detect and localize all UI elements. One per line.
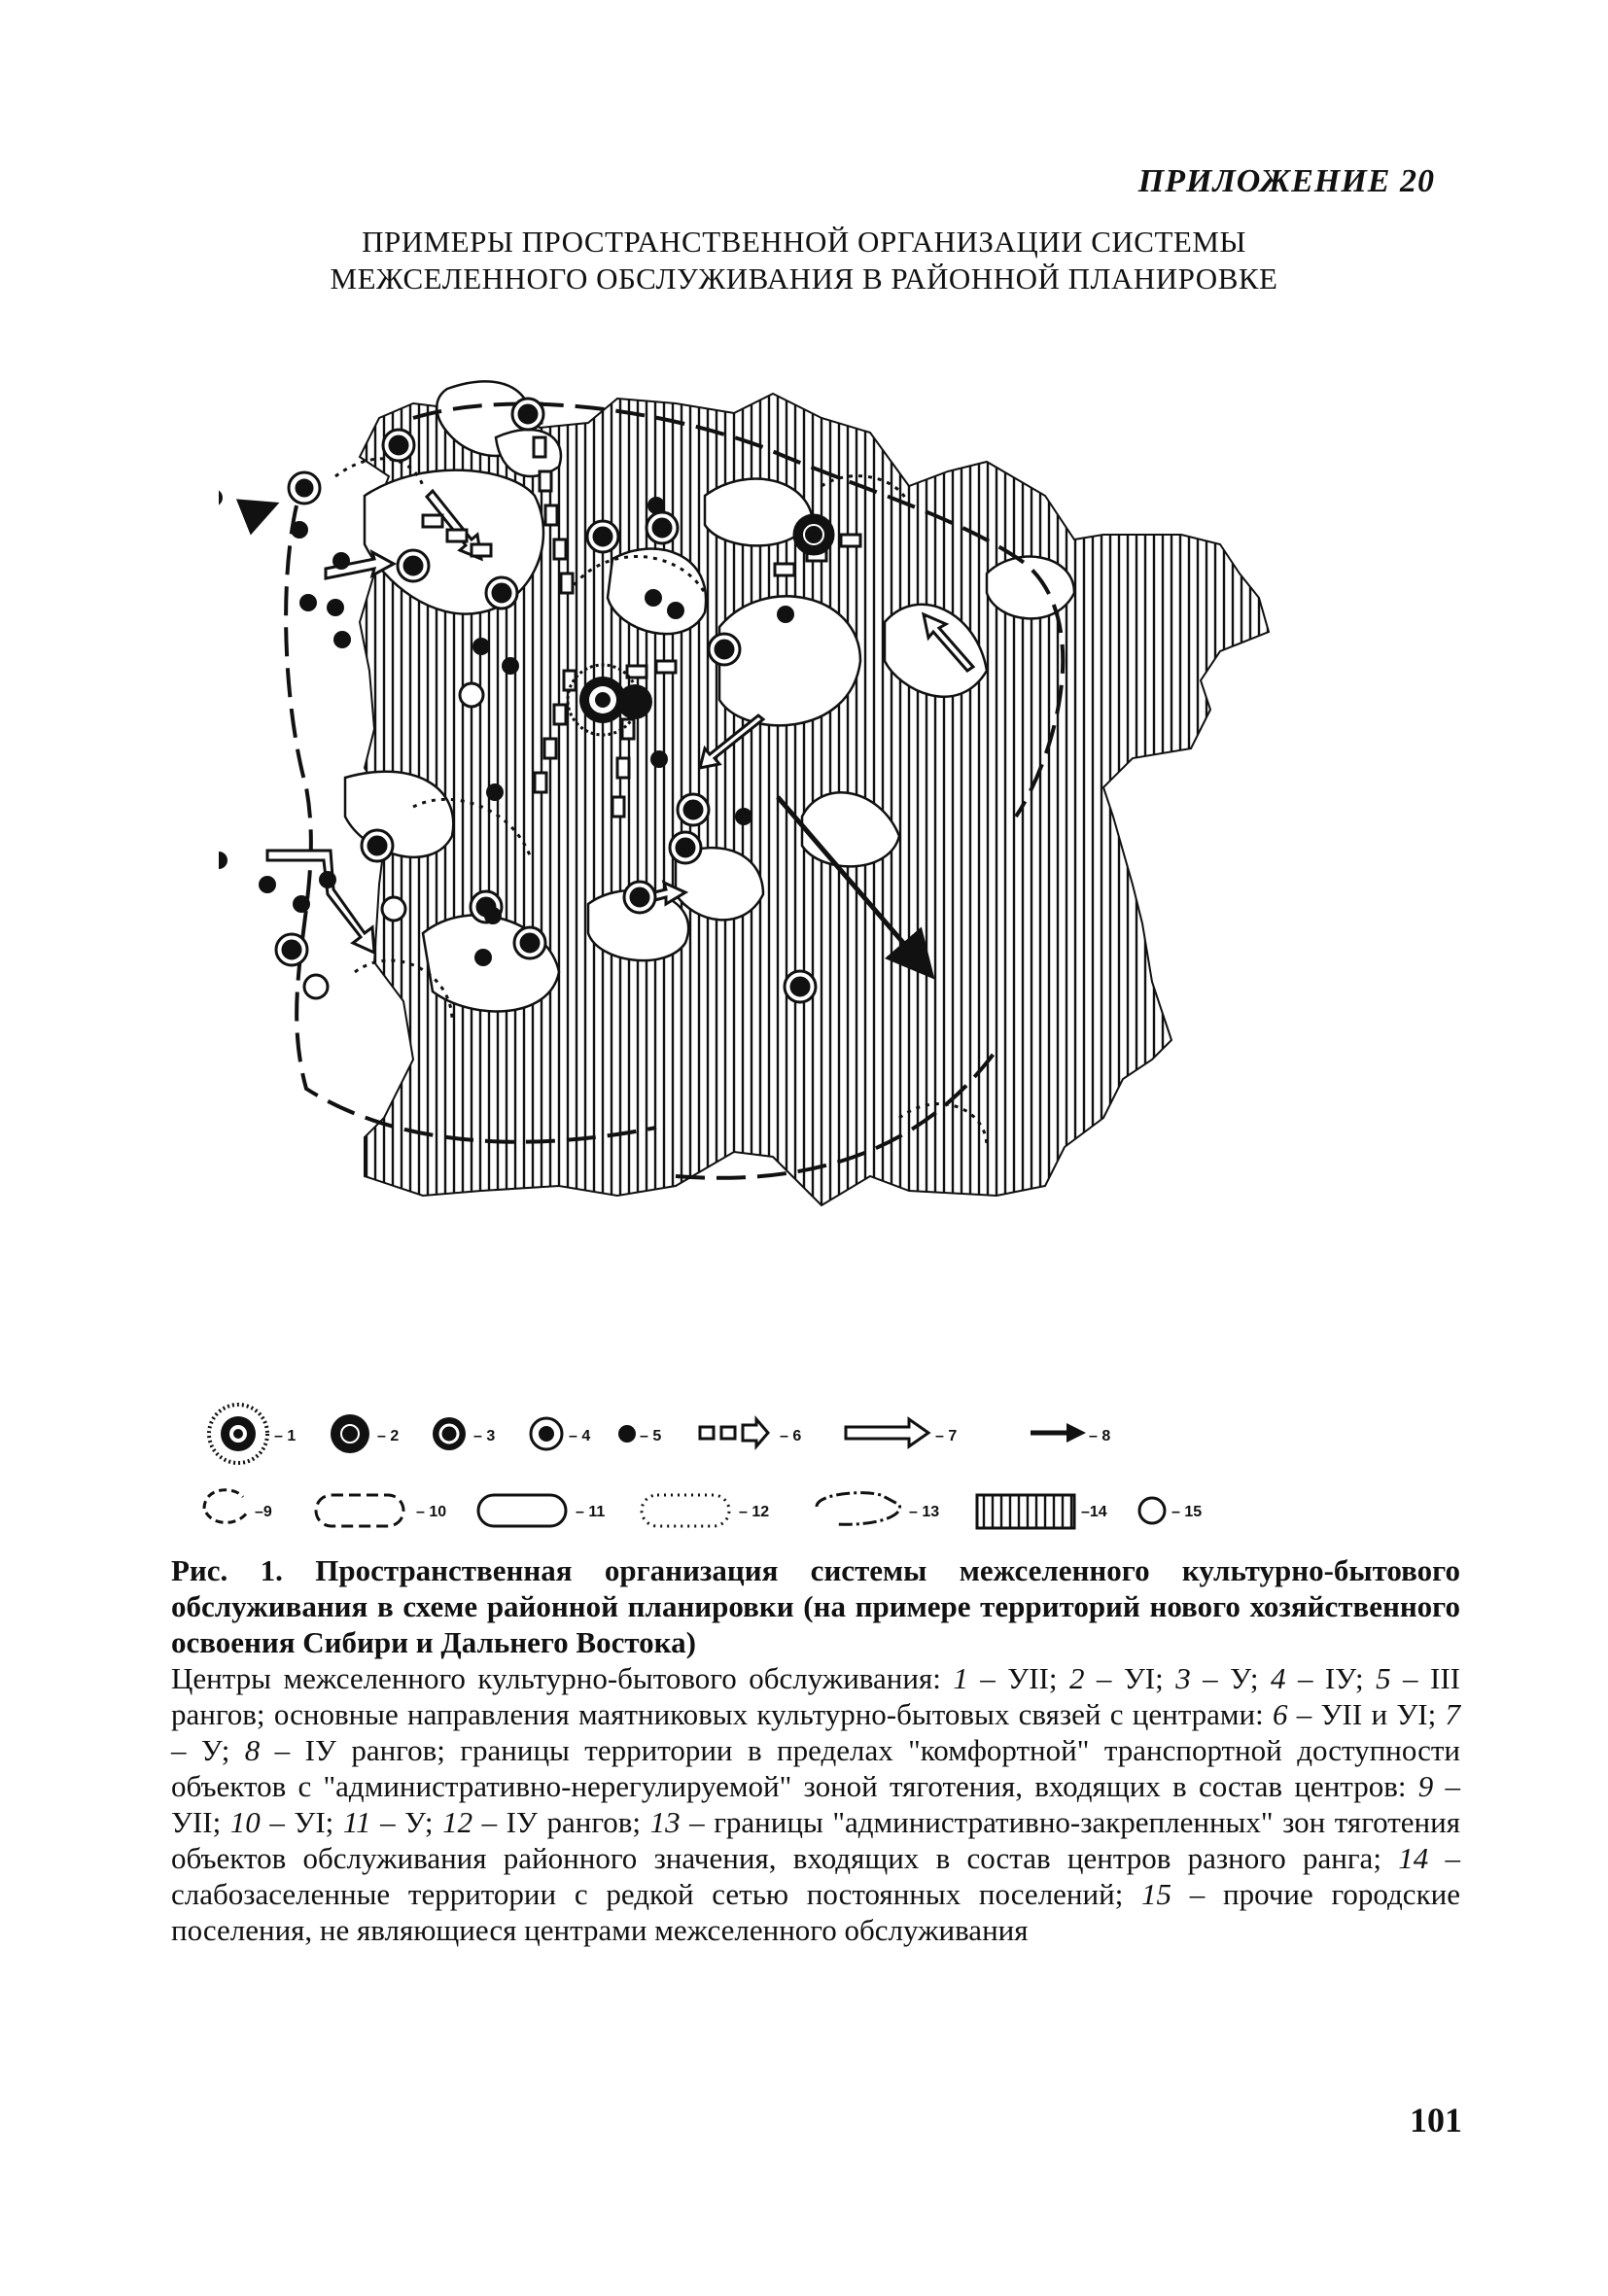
legend-num-15: 15 bbox=[1184, 1504, 1203, 1520]
legend-num-13: 13 bbox=[922, 1504, 940, 1520]
legend-num-2: 2 bbox=[390, 1428, 400, 1444]
svg-text:–14: –14 bbox=[1081, 1504, 1107, 1520]
page-title bbox=[0, 224, 1608, 297]
svg-text:– 6: – 6 bbox=[780, 1428, 802, 1444]
figure-title: Рис. 1. Пространственная организация системы межселенного культурно-бытового обслуживания в схеме районной планировки (на примере территорий нового хозяйственного освоения Сибири и Дальнего Востока) bbox=[171, 1553, 1460, 1659]
title-line-2: МЕЖСЕЛЕННОГО ОБСЛУЖИВАНИЯ В РАЙОННОЙ ПЛАНИРОВКЕ bbox=[330, 261, 1278, 296]
legend-item-7 bbox=[846, 1419, 957, 1446]
appendix-label: ПРИЛОЖЕНИЕ 20 bbox=[1137, 163, 1435, 199]
legend-item-14 bbox=[977, 1495, 1107, 1528]
legend-item-4 bbox=[531, 1418, 590, 1449]
legend-num-1: 1 bbox=[287, 1428, 297, 1444]
legend-num-8: 8 bbox=[1101, 1428, 1111, 1444]
svg-text:– 7: – 7 bbox=[935, 1428, 958, 1444]
legend-num-5: 5 bbox=[652, 1428, 662, 1444]
legend-item-15 bbox=[1139, 1498, 1202, 1523]
title-line-1: ПРИМЕРЫ ПРОСТРАНСТВЕННОЙ ОРГАНИЗАЦИИ СИСТЕМЫ bbox=[362, 225, 1246, 259]
svg-text:– 5: – 5 bbox=[640, 1428, 662, 1444]
legend-num-6: 6 bbox=[792, 1428, 802, 1444]
page-number: 101 bbox=[1410, 2101, 1462, 2139]
map-legend bbox=[194, 1390, 1439, 1536]
legend-num-3: 3 bbox=[486, 1428, 496, 1444]
legend-item-12 bbox=[642, 1495, 769, 1526]
legend-num-9: 9 bbox=[262, 1504, 272, 1520]
svg-text:– 10: – 10 bbox=[416, 1504, 447, 1520]
svg-text:– 12: – 12 bbox=[739, 1504, 770, 1520]
legend-item-10 bbox=[316, 1495, 446, 1526]
legend-item-6 bbox=[700, 1419, 801, 1446]
legend-num-12: 12 bbox=[752, 1504, 770, 1520]
district-planning-map bbox=[219, 350, 1458, 1380]
svg-text:– 8: – 8 bbox=[1089, 1428, 1111, 1444]
svg-text:– 2: – 2 bbox=[377, 1428, 400, 1444]
legend-item-13 bbox=[817, 1493, 939, 1525]
svg-text:– 4: – 4 bbox=[569, 1428, 591, 1444]
svg-text:– 1: – 1 bbox=[274, 1428, 297, 1444]
legend-item-1 bbox=[209, 1405, 296, 1463]
legend-item-5 bbox=[618, 1425, 661, 1444]
legend-num-10: 10 bbox=[429, 1504, 447, 1520]
legend-num-4: 4 bbox=[581, 1428, 591, 1444]
legend-item-9 bbox=[204, 1490, 272, 1523]
figure-legend-text: Центры межселенного культурно-бытового обслуживания: 1 – УІІ; 2 – УІ; 3 – У; 4 – ІУ; 5 – ІІІ рангов; основные направления маятниковых культурно-бытовых связей с центрами: 6 – УІІ и УІ; 7 – У; 8 – ІУ рангов; границы территории в пределах "комфортной" транспортной доступности объектов с "административно-нерегулируемой" зоной тяготения, входящих в состав центров: 9 – УІІ; 10 – УІ; 11 – У; 12 – ІУ рангов; 13 – границы "административно-закрепленных" зон тяготения объектов обслуживания районного значения, входящих в состав центров разного ранга; 14 – слабозаселенные территории с редкой сетью постоянных поселений; 15 – прочие городские поселения, не являющиеся центрами межселенного обслуживания bbox=[171, 1661, 1461, 1947]
svg-text:– 11: – 11 bbox=[576, 1504, 606, 1520]
legend-item-8 bbox=[1031, 1423, 1110, 1444]
legend-num-7: 7 bbox=[948, 1428, 958, 1444]
legend-num-11: 11 bbox=[588, 1504, 606, 1520]
legend-num-14: 14 bbox=[1089, 1504, 1107, 1520]
legend-item-2 bbox=[331, 1414, 399, 1453]
svg-text:– 13: – 13 bbox=[909, 1504, 940, 1520]
figure-caption bbox=[171, 1552, 1460, 1948]
svg-text:–9: –9 bbox=[255, 1504, 272, 1520]
svg-text:– 3: – 3 bbox=[473, 1428, 496, 1444]
legend-item-3 bbox=[433, 1417, 495, 1450]
svg-text:– 15: – 15 bbox=[1171, 1504, 1203, 1520]
legend-item-11 bbox=[478, 1495, 605, 1526]
